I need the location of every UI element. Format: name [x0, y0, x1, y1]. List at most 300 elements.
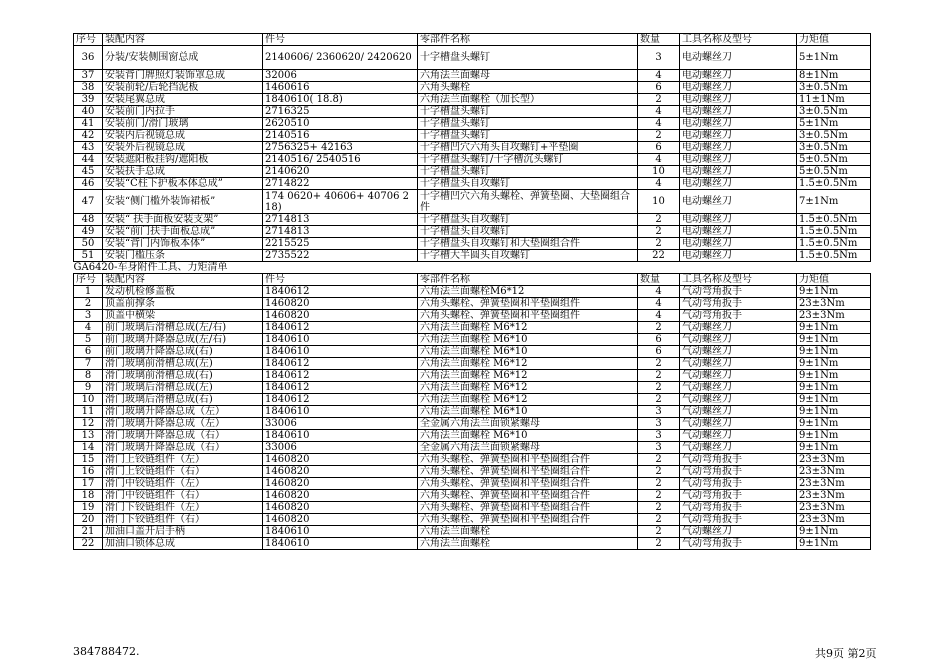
qty-cell: 6: [638, 334, 680, 346]
torque-cell: 23±3Nm: [797, 298, 871, 310]
qty-cell: 2: [638, 526, 680, 538]
torque-cell: 3±0.5Nm: [797, 82, 871, 94]
table-row: [74, 154, 871, 166]
table-row: [74, 526, 871, 538]
part-name-cell: 六角法兰面螺栓 M6*10: [418, 430, 638, 442]
seq-cell: 14: [74, 442, 103, 454]
tool-cell: 气动弯角扳手: [680, 478, 797, 490]
part-name-cell: 十字槽盘头自攻螺钉和大垫圈组合件: [418, 238, 638, 250]
table-row: [74, 370, 871, 382]
table-row: [74, 478, 871, 490]
qty-cell: 3: [638, 430, 680, 442]
qty-cell: 2: [638, 514, 680, 526]
part-name-cell: 六角法兰面螺母: [418, 70, 638, 82]
part-name-cell: 六角头螺栓、弹簧垫圈和平垫圈组合件: [418, 502, 638, 514]
table-row: [74, 82, 871, 94]
content-cell: 前门玻璃升降器总成(左/右): [103, 334, 263, 346]
seq-cell: 21: [74, 526, 103, 538]
part-no-cell: 2140516: [263, 130, 418, 142]
part-name-cell: 十字槽盘头螺钉: [418, 118, 638, 130]
tool-cell: 气动螺丝刀: [680, 526, 797, 538]
torque-cell: 1.5±0.5Nm: [797, 214, 871, 226]
torque-sheet-table: [73, 33, 871, 550]
seq-cell: 38: [74, 82, 103, 94]
torque-cell: 9±1Nm: [797, 442, 871, 454]
content-cell: 前门玻璃升降器总成(右): [103, 346, 263, 358]
part-no-cell: 2716325: [263, 106, 418, 118]
table-row: [74, 466, 871, 478]
torque-cell: 1.5±0.5Nm: [797, 250, 871, 262]
torque-cell: 23±3Nm: [797, 310, 871, 322]
seq-cell: 45: [74, 166, 103, 178]
header-row: [74, 274, 871, 286]
part-name-cell: 六角法兰面螺栓 M6*10: [418, 334, 638, 346]
seq-cell: 48: [74, 214, 103, 226]
seq-cell: 16: [74, 466, 103, 478]
table-row: [74, 358, 871, 370]
column-header: 零部件名称: [418, 274, 638, 286]
seq-cell: 43: [74, 142, 103, 154]
content-cell: 安装前轮/后轮挡泥板: [103, 82, 263, 94]
content-cell: 滑门玻璃前滑槽总成(左): [103, 358, 263, 370]
table-row: [74, 286, 871, 298]
qty-cell: 4: [638, 298, 680, 310]
part-no-cell: 1840612: [263, 286, 418, 298]
torque-cell: 9±1Nm: [797, 406, 871, 418]
tool-cell: 电动螺丝刀: [680, 70, 797, 82]
part-name-cell: 六角法兰面螺栓M6*12: [418, 286, 638, 298]
qty-cell: 2: [638, 394, 680, 406]
part-no-cell: 1840610: [263, 346, 418, 358]
part-name-cell: 十字槽大半圆头自攻螺钉: [418, 250, 638, 262]
part-no-cell: 1840612: [263, 322, 418, 334]
table-row: [74, 166, 871, 178]
qty-cell: 2: [638, 130, 680, 142]
tool-cell: 气动弯角扳手: [680, 310, 797, 322]
content-cell: 安装内后视镜总成: [103, 130, 263, 142]
part-no-cell: 2140516/ 2540516: [263, 154, 418, 166]
part-name-cell: 十字槽盘头自攻螺钉: [418, 226, 638, 238]
part-name-cell: 十字槽盘头螺钉: [418, 106, 638, 118]
tool-cell: 电动螺丝刀: [680, 238, 797, 250]
tool-cell: 气动螺丝刀: [680, 382, 797, 394]
qty-cell: 2: [638, 238, 680, 250]
content-cell: 安装“前门扶手面板总成”: [103, 226, 263, 238]
tool-cell: 气动弯角扳手: [680, 502, 797, 514]
qty-cell: 4: [638, 310, 680, 322]
qty-cell: 4: [638, 118, 680, 130]
table-row: [74, 70, 871, 82]
part-no-cell: 33006: [263, 418, 418, 430]
part-no-cell: 32006: [263, 70, 418, 82]
tool-cell: 气动弯角扳手: [680, 538, 797, 550]
content-cell: 滑门玻璃后滑槽总成(左): [103, 382, 263, 394]
part-name-cell: 六角法兰面螺栓 M6*12: [418, 322, 638, 334]
part-name-cell: 十字槽盘头螺钉: [418, 46, 638, 70]
seq-cell: 4: [74, 322, 103, 334]
seq-cell: 46: [74, 178, 103, 190]
table-row: [74, 322, 871, 334]
seq-cell: 18: [74, 490, 103, 502]
seq-cell: 51: [74, 250, 103, 262]
torque-cell: 23±3Nm: [797, 514, 871, 526]
seq-cell: 22: [74, 538, 103, 550]
seq-cell: 5: [74, 334, 103, 346]
table-row: [74, 250, 871, 262]
part-no-cell: 1840610: [263, 430, 418, 442]
part-name-cell: 六角法兰面螺栓: [418, 538, 638, 550]
content-cell: 滑门玻璃升降器总成（左）: [103, 406, 263, 418]
column-header: 零部件名称: [418, 34, 638, 46]
torque-cell: 9±1Nm: [797, 418, 871, 430]
content-cell: 加油口盖开启手柄: [103, 526, 263, 538]
seq-cell: 37: [74, 70, 103, 82]
table-row: [74, 502, 871, 514]
table-row: [74, 94, 871, 106]
table-row: [74, 394, 871, 406]
content-cell: 安装尾翼总成: [103, 94, 263, 106]
seq-cell: 42: [74, 130, 103, 142]
table-row: [74, 382, 871, 394]
torque-cell: 3±0.5Nm: [797, 106, 871, 118]
seq-cell: 7: [74, 358, 103, 370]
part-name-cell: 十字槽凹穴六角头自攻螺钉+平垫圈: [418, 142, 638, 154]
table-row: [74, 346, 871, 358]
torque-cell: 9±1Nm: [797, 382, 871, 394]
table-row: [74, 214, 871, 226]
content-cell: 安装“ 扶手面板安装支架”: [103, 214, 263, 226]
qty-cell: 2: [638, 454, 680, 466]
column-header: 装配内容: [103, 274, 263, 286]
table-row: [74, 406, 871, 418]
table-row: [74, 418, 871, 430]
part-name-cell: 六角法兰面螺栓 M6*10: [418, 346, 638, 358]
qty-cell: 10: [638, 166, 680, 178]
part-no-cell: 174 0620+ 40606+ 40706 2 18): [263, 190, 418, 214]
qty-cell: 2: [638, 466, 680, 478]
content-cell: 滑门玻璃升降器总成（左）: [103, 418, 263, 430]
part-name-cell: 六角头螺栓、弹簧垫圈和平垫圈组合件: [418, 478, 638, 490]
table-row: [74, 118, 871, 130]
content-cell: 安装背门牌照灯装饰罩总成: [103, 70, 263, 82]
part-no-cell: 1460820: [263, 514, 418, 526]
part-no-cell: 2735522: [263, 250, 418, 262]
table-row: [74, 106, 871, 118]
qty-cell: 2: [638, 226, 680, 238]
column-header: 件号: [263, 34, 418, 46]
table-row: [74, 130, 871, 142]
part-name-cell: 全金属六角法兰面锁紧螺母: [418, 418, 638, 430]
column-header: 件号: [263, 274, 418, 286]
tool-cell: 电动螺丝刀: [680, 214, 797, 226]
part-name-cell: 十字槽凹穴六角头螺栓、弹簧垫圈、大垫圈组合件: [418, 190, 638, 214]
table-row: [74, 442, 871, 454]
seq-cell: 20: [74, 514, 103, 526]
content-cell: 加油口锁体总成: [103, 538, 263, 550]
content-cell: 滑门中铰链组件（左）: [103, 478, 263, 490]
torque-cell: 9±1Nm: [797, 370, 871, 382]
part-name-cell: 六角头螺栓、弹簧垫圈和平垫圈组合件: [418, 466, 638, 478]
qty-cell: 2: [638, 490, 680, 502]
qty-cell: 6: [638, 142, 680, 154]
part-name-cell: 六角法兰面螺栓 M6*12: [418, 370, 638, 382]
qty-cell: 2: [638, 478, 680, 490]
part-no-cell: 2756325+ 42163: [263, 142, 418, 154]
torque-cell: 1.5±0.5Nm: [797, 238, 871, 250]
torque-cell: 23±3Nm: [797, 478, 871, 490]
part-name-cell: 六角法兰面螺栓 M6*12: [418, 358, 638, 370]
qty-cell: 4: [638, 70, 680, 82]
qty-cell: 4: [638, 286, 680, 298]
seq-cell: 13: [74, 430, 103, 442]
part-name-cell: 十字槽盘头自攻螺钉: [418, 178, 638, 190]
seq-cell: 2: [74, 298, 103, 310]
table-row: [74, 46, 871, 70]
part-name-cell: 十字槽盘头自攻螺钉: [418, 214, 638, 226]
qty-cell: 2: [638, 370, 680, 382]
seq-cell: 15: [74, 454, 103, 466]
footer-page-number: 共9页 第2页: [815, 647, 877, 660]
table-row: [74, 238, 871, 250]
qty-cell: 10: [638, 190, 680, 214]
column-header: 工具名称及型号: [680, 274, 797, 286]
tool-cell: 电动螺丝刀: [680, 190, 797, 214]
part-name-cell: 六角法兰面螺栓 M6*12: [418, 394, 638, 406]
column-header: 数量: [638, 34, 680, 46]
seq-cell: 41: [74, 118, 103, 130]
part-no-cell: 1840610( 18.8): [263, 94, 418, 106]
qty-cell: 2: [638, 322, 680, 334]
tool-cell: 电动螺丝刀: [680, 46, 797, 70]
torque-cell: 9±1Nm: [797, 346, 871, 358]
part-no-cell: 1460820: [263, 310, 418, 322]
tool-cell: 气动弯角扳手: [680, 490, 797, 502]
part-no-cell: 1460820: [263, 490, 418, 502]
part-no-cell: 1840612: [263, 394, 418, 406]
tool-cell: 电动螺丝刀: [680, 118, 797, 130]
part-name-cell: 十字槽盘头螺钉: [418, 166, 638, 178]
part-name-cell: 十字槽盘头螺钉: [418, 130, 638, 142]
content-cell: 安装外后视镜总成: [103, 142, 263, 154]
tool-cell: 气动螺丝刀: [680, 322, 797, 334]
table-row: [74, 490, 871, 502]
torque-cell: 9±1Nm: [797, 526, 871, 538]
content-cell: 分装/安装侧围窗总成: [103, 46, 263, 70]
qty-cell: 6: [638, 82, 680, 94]
qty-cell: 4: [638, 106, 680, 118]
table-row: [74, 298, 871, 310]
torque-cell: 9±1Nm: [797, 394, 871, 406]
qty-cell: 3: [638, 46, 680, 70]
part-name-cell: 六角头螺栓、弹簧垫圈和平垫圈组合件: [418, 454, 638, 466]
tool-cell: 电动螺丝刀: [680, 250, 797, 262]
part-no-cell: 2714813: [263, 226, 418, 238]
part-no-cell: 1840612: [263, 382, 418, 394]
tool-cell: 电动螺丝刀: [680, 94, 797, 106]
qty-cell: 2: [638, 214, 680, 226]
content-cell: 顶盖前撑条: [103, 298, 263, 310]
content-cell: 安装遮阳板挂钩/遮阳板: [103, 154, 263, 166]
part-no-cell: 33006: [263, 442, 418, 454]
content-cell: 顶盖中横梁: [103, 310, 263, 322]
part-no-cell: 1460616: [263, 82, 418, 94]
torque-cell: 23±3Nm: [797, 454, 871, 466]
tool-cell: 气动螺丝刀: [680, 346, 797, 358]
torque-cell: 9±1Nm: [797, 286, 871, 298]
torque-cell: 23±3Nm: [797, 502, 871, 514]
table-row: [74, 538, 871, 550]
part-name-cell: 六角头螺栓、弹簧垫圈和平垫圈组件: [418, 310, 638, 322]
part-no-cell: 2140606/ 2360620/ 2420620: [263, 46, 418, 70]
part-name-cell: 六角法兰面螺栓 M6*10: [418, 406, 638, 418]
seq-cell: 8: [74, 370, 103, 382]
seq-cell: 19: [74, 502, 103, 514]
torque-cell: 1.5±0.5Nm: [797, 178, 871, 190]
part-no-cell: 1460820: [263, 502, 418, 514]
qty-cell: 4: [638, 178, 680, 190]
tool-cell: 气动螺丝刀: [680, 358, 797, 370]
table-row: [74, 226, 871, 238]
seq-cell: 3: [74, 310, 103, 322]
column-header: 序号: [74, 34, 103, 46]
part-name-cell: 六角头螺栓: [418, 82, 638, 94]
tool-cell: 电动螺丝刀: [680, 82, 797, 94]
qty-cell: 4: [638, 154, 680, 166]
content-cell: 安装扶手总成: [103, 166, 263, 178]
content-cell: 滑门下铰链组件（右）: [103, 514, 263, 526]
column-header: 数量: [638, 274, 680, 286]
part-name-cell: 十字槽盘头螺钉/十字槽沉头螺钉: [418, 154, 638, 166]
tool-cell: 气动螺丝刀: [680, 334, 797, 346]
seq-cell: 50: [74, 238, 103, 250]
qty-cell: 3: [638, 406, 680, 418]
qty-cell: 2: [638, 94, 680, 106]
tool-cell: 电动螺丝刀: [680, 178, 797, 190]
seq-cell: 44: [74, 154, 103, 166]
content-cell: 安装前门内拉手: [103, 106, 263, 118]
column-header: 序号: [74, 274, 103, 286]
torque-cell: 3±0.5Nm: [797, 130, 871, 142]
tool-cell: 气动螺丝刀: [680, 406, 797, 418]
content-cell: 滑门上铰链组件（右）: [103, 466, 263, 478]
tool-cell: 电动螺丝刀: [680, 154, 797, 166]
part-no-cell: 2215525: [263, 238, 418, 250]
torque-cell: 9±1Nm: [797, 322, 871, 334]
footer-doc-id: 384788472.: [73, 645, 140, 658]
content-cell: 滑门中铰链组件（右）: [103, 490, 263, 502]
table-row: [74, 430, 871, 442]
table-row: [74, 190, 871, 214]
part-no-cell: 1460820: [263, 454, 418, 466]
content-cell: 滑门下铰链组件（左）: [103, 502, 263, 514]
tool-cell: 气动螺丝刀: [680, 418, 797, 430]
content-cell: 安装“背门内饰板本体”: [103, 238, 263, 250]
content-cell: 安装门槛压条: [103, 250, 263, 262]
part-no-cell: 1840612: [263, 370, 418, 382]
qty-cell: 2: [638, 382, 680, 394]
part-name-cell: 六角法兰面螺栓: [418, 526, 638, 538]
tool-cell: 气动螺丝刀: [680, 430, 797, 442]
torque-cell: 3±0.5Nm: [797, 142, 871, 154]
part-no-cell: 2714813: [263, 214, 418, 226]
content-cell: 滑门上铰链组件（左）: [103, 454, 263, 466]
table-row: [74, 178, 871, 190]
part-no-cell: 1840610: [263, 406, 418, 418]
torque-cell: 23±3Nm: [797, 466, 871, 478]
tool-cell: 电动螺丝刀: [680, 142, 797, 154]
torque-cell: 5±0.5Nm: [797, 166, 871, 178]
part-name-cell: 六角头螺栓、弹簧垫圈和平垫圈组件: [418, 298, 638, 310]
seq-cell: 12: [74, 418, 103, 430]
tool-cell: 电动螺丝刀: [680, 130, 797, 142]
tool-cell: 电动螺丝刀: [680, 106, 797, 118]
part-no-cell: 1840610: [263, 538, 418, 550]
part-no-cell: 1840610: [263, 526, 418, 538]
part-no-cell: 1460820: [263, 466, 418, 478]
seq-cell: 1: [74, 286, 103, 298]
tool-cell: 气动弯角扳手: [680, 298, 797, 310]
tool-cell: 气动弯角扳手: [680, 286, 797, 298]
seq-cell: 49: [74, 226, 103, 238]
part-name-cell: 六角头螺栓、弹簧垫圈和平垫圈组合件: [418, 514, 638, 526]
torque-cell: 8±1Nm: [797, 70, 871, 82]
section-title-row: [74, 262, 871, 274]
torque-cell: 9±1Nm: [797, 334, 871, 346]
table-row: [74, 142, 871, 154]
column-header: 力矩值: [797, 34, 871, 46]
tool-cell: 气动螺丝刀: [680, 442, 797, 454]
content-cell: 滑门玻璃升降器总成（右）: [103, 442, 263, 454]
tool-cell: 电动螺丝刀: [680, 226, 797, 238]
content-cell: 滑门玻璃升降器总成（右）: [103, 430, 263, 442]
tool-cell: 气动弯角扳手: [680, 514, 797, 526]
torque-cell: 5±0.5Nm: [797, 154, 871, 166]
tool-cell: 气动弯角扳手: [680, 454, 797, 466]
content-cell: 滑门玻璃前滑槽总成(右): [103, 370, 263, 382]
seq-cell: 10: [74, 394, 103, 406]
part-name-cell: 六角法兰面螺栓（加长型）: [418, 94, 638, 106]
table-row: [74, 514, 871, 526]
tool-cell: 气动螺丝刀: [680, 370, 797, 382]
table-row: [74, 310, 871, 322]
part-no-cell: 2140620: [263, 166, 418, 178]
torque-cell: 5±1Nm: [797, 46, 871, 70]
torque-cell: 23±3Nm: [797, 490, 871, 502]
table-row: [74, 334, 871, 346]
content-cell: 发动机检修盖板: [103, 286, 263, 298]
seq-cell: 17: [74, 478, 103, 490]
part-no-cell: 2620510: [263, 118, 418, 130]
qty-cell: 6: [638, 346, 680, 358]
content-cell: 安装前门/滑门玻璃: [103, 118, 263, 130]
part-name-cell: 六角法兰面螺栓 M6*12: [418, 382, 638, 394]
torque-cell: 9±1Nm: [797, 538, 871, 550]
seq-cell: 39: [74, 94, 103, 106]
qty-cell: 3: [638, 442, 680, 454]
seq-cell: 47: [74, 190, 103, 214]
qty-cell: 2: [638, 502, 680, 514]
seq-cell: 9: [74, 382, 103, 394]
tool-cell: 气动弯角扳手: [680, 466, 797, 478]
column-header: 工具名称及型号: [680, 34, 797, 46]
part-no-cell: 1840612: [263, 358, 418, 370]
content-cell: 前门玻璃后滑槽总成(左/右): [103, 322, 263, 334]
torque-cell: 1.5±0.5Nm: [797, 226, 871, 238]
tool-cell: 气动螺丝刀: [680, 394, 797, 406]
qty-cell: 2: [638, 538, 680, 550]
part-name-cell: 六角头螺栓、弹簧垫圈和平垫圈组合件: [418, 490, 638, 502]
sheet-body: [74, 34, 871, 550]
